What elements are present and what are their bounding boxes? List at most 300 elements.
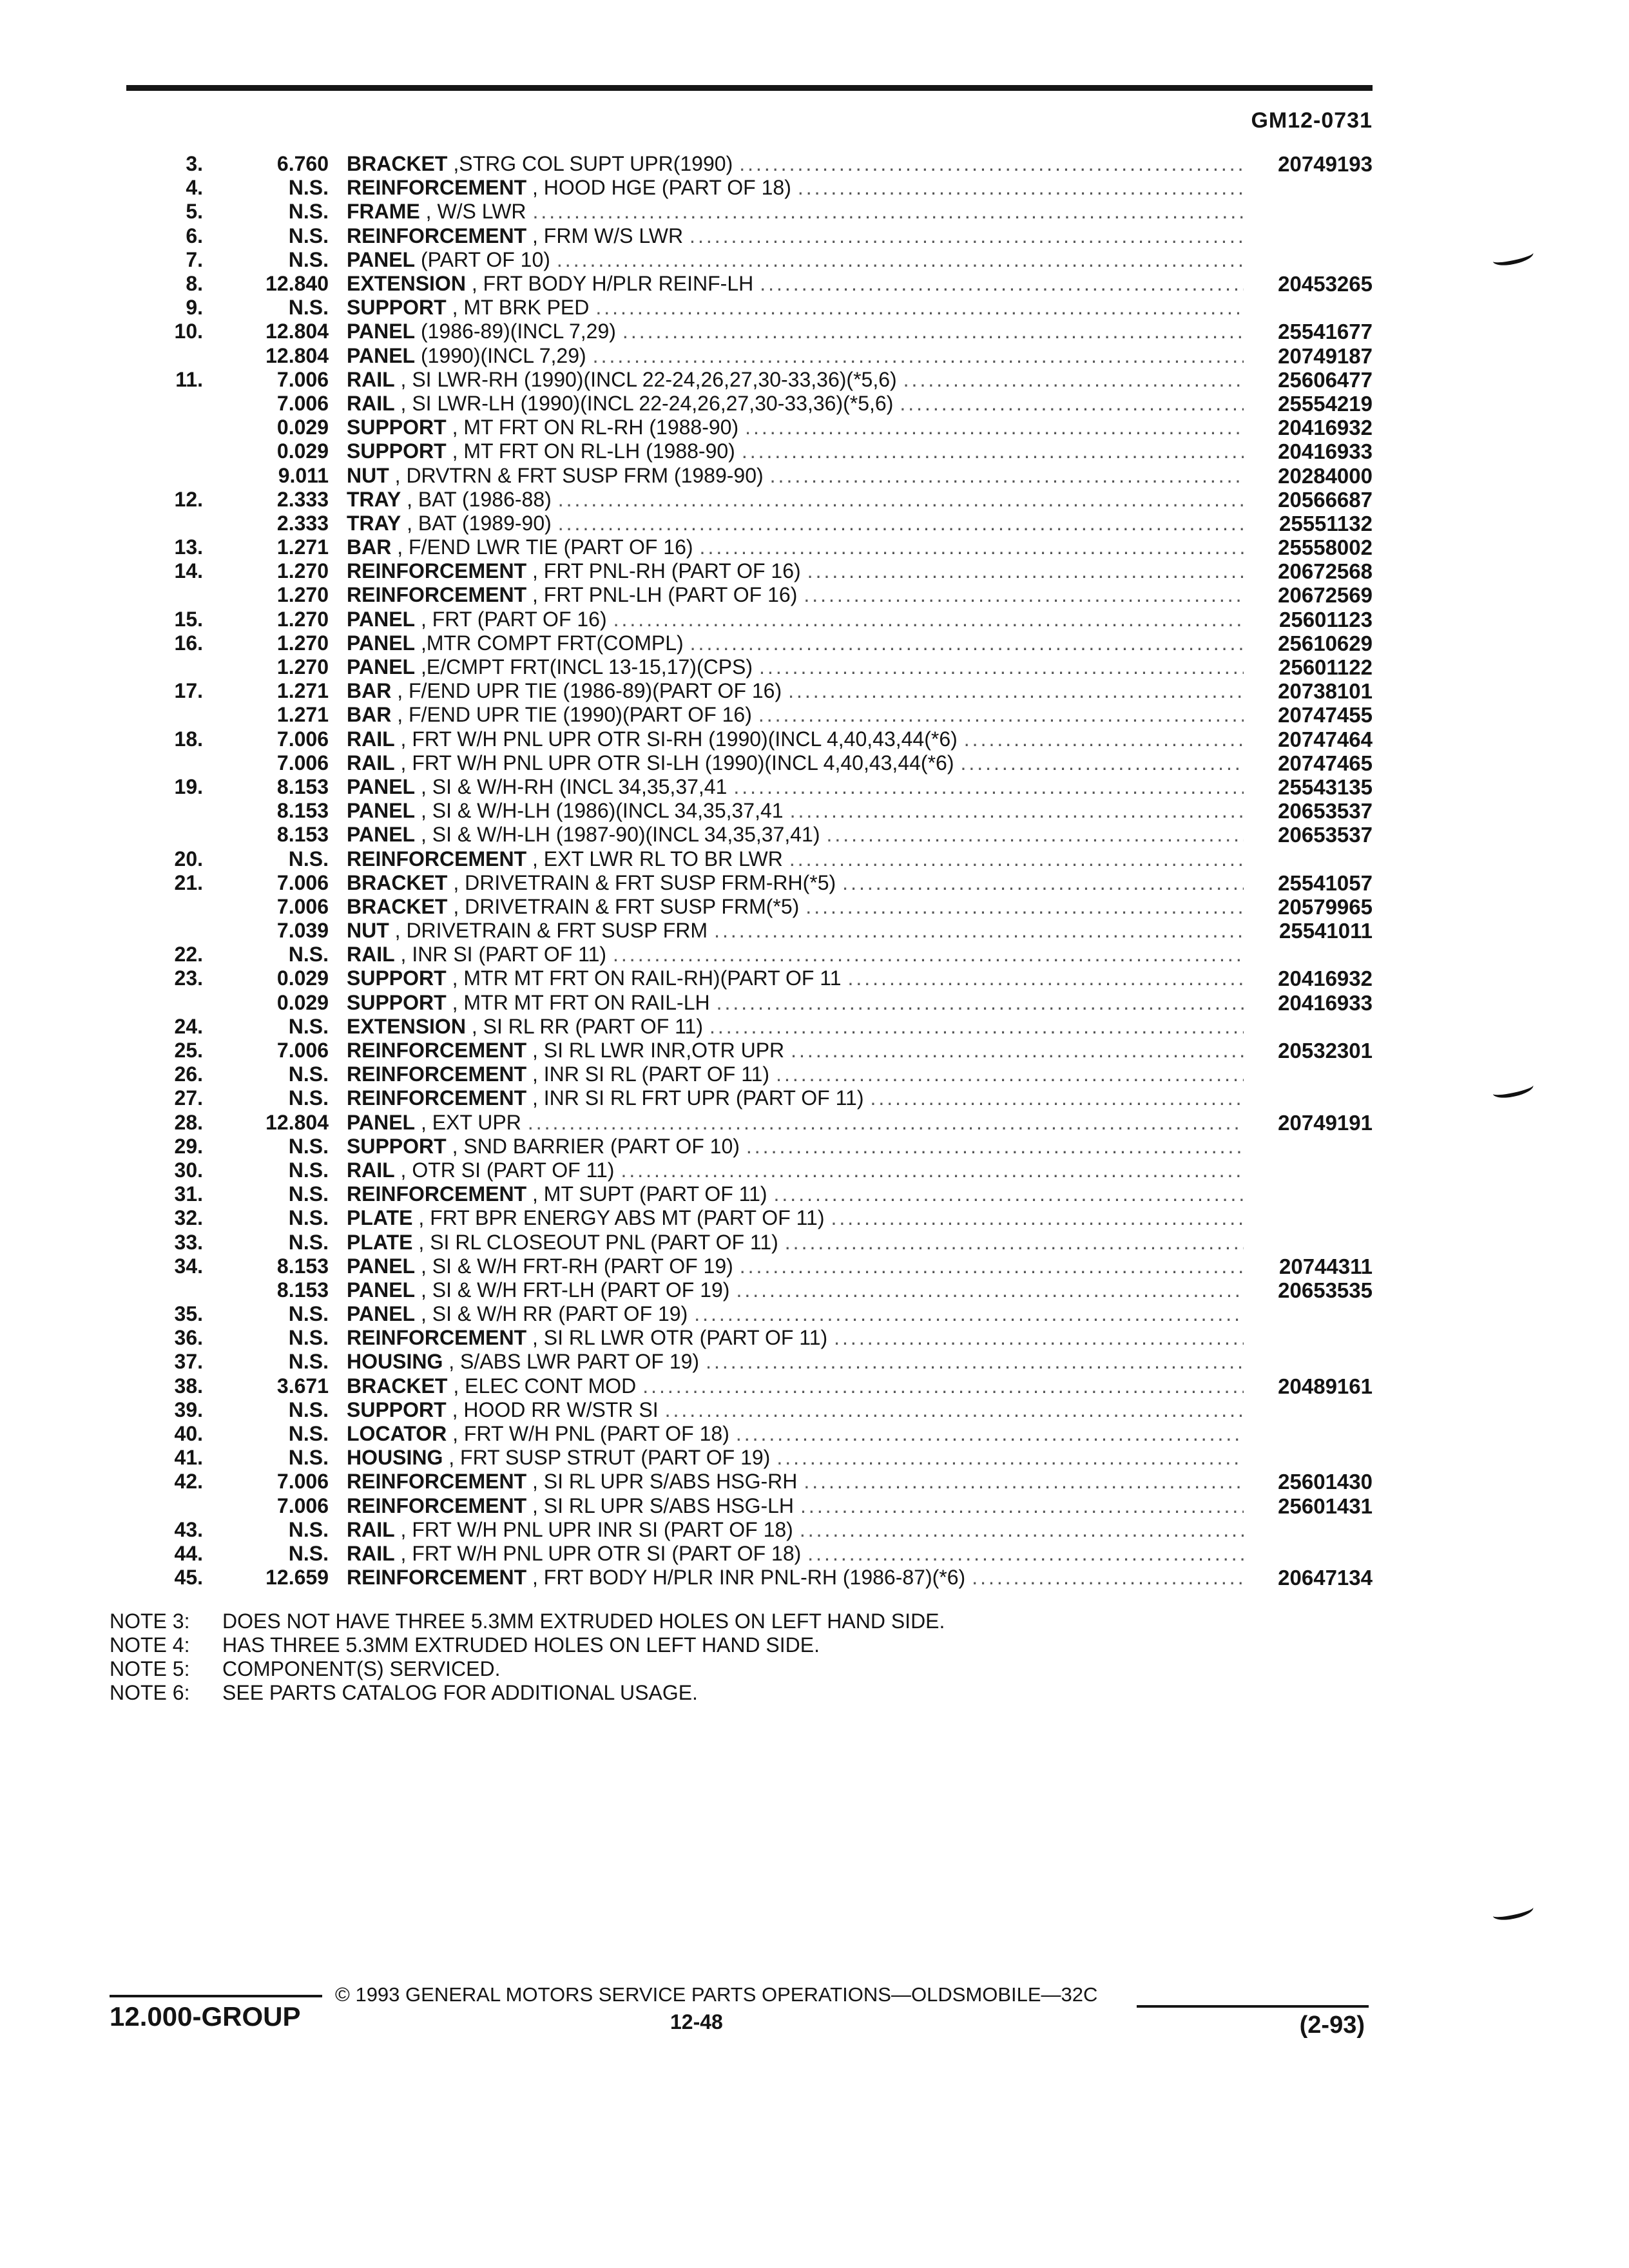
part-noun: REINFORCEMENT: [347, 847, 527, 870]
part-detail: , DRVTRN & FRT SUSP FRM (1989-90): [389, 463, 764, 487]
group-code: 1.270: [276, 607, 329, 631]
part-noun: PANEL: [347, 1278, 416, 1302]
part-number: 20489161: [1278, 1374, 1373, 1398]
group-code: 0.029: [276, 416, 329, 439]
part-detail: , INR SI RL (PART OF 11): [526, 1062, 770, 1086]
part-row: [110, 1039, 1373, 1062]
part-noun: SUPPORT: [347, 1398, 447, 1421]
part-row: [110, 1446, 1373, 1470]
part-detail: , SI & W/H-LH (1986)(INCL 34,35,37,41: [415, 799, 784, 823]
group-code: N.S.: [288, 1446, 329, 1470]
dot-leader: [790, 799, 1244, 823]
ref-number: 26.: [174, 1062, 203, 1086]
binder-hole-mark: [1491, 1079, 1534, 1101]
part-row: [110, 1062, 1373, 1086]
part-row: [110, 1326, 1373, 1350]
part-detail: (PART OF 10): [415, 247, 550, 271]
dot-leader: [758, 703, 1244, 727]
part-row: [110, 799, 1373, 823]
part-row: [110, 1158, 1373, 1182]
dot-leader: [831, 1206, 1244, 1230]
part-noun: SUPPORT: [347, 1134, 447, 1158]
part-detail: , FRT BODY H/PLR INR PNL-RH (1986-87)(*6): [526, 1566, 966, 1590]
part-description: [347, 1422, 1250, 1446]
part-row: [110, 823, 1373, 847]
ref-number: 4.: [186, 176, 203, 200]
part-description: [347, 679, 1250, 703]
part-row: [110, 1182, 1373, 1206]
part-row: [110, 1422, 1373, 1446]
part-detail: , SND BARRIER (PART OF 10): [446, 1134, 740, 1158]
group-code: 1.270: [276, 559, 329, 583]
part-noun: PANEL: [347, 247, 416, 271]
dot-leader: [746, 1135, 1244, 1158]
part-detail: , SI LWR-LH (1990)(INCL 22-24,26,27,30-33,36)(*5,6): [394, 391, 894, 415]
part-detail: , FRT W/H PNL UPR OTR SI-LH (1990)(INCL 4,40,43,44(*6): [394, 751, 954, 774]
part-number: 20747464: [1278, 727, 1373, 751]
part-row: [110, 176, 1373, 200]
dot-leader: [791, 1039, 1244, 1062]
part-noun: SUPPORT: [347, 439, 447, 463]
part-noun: PANEL: [347, 320, 416, 343]
part-description: [347, 1566, 1250, 1590]
group-code: 1.271: [276, 679, 329, 703]
dot-leader: [736, 1278, 1244, 1302]
footer-date: (2-93): [1299, 2012, 1365, 2039]
group-code: 2.333: [276, 511, 329, 535]
part-detail: , HOOD HGE (PART OF 18): [526, 176, 791, 200]
part-detail: , FRT (PART OF 16): [415, 607, 607, 631]
part-noun: RAIL: [347, 391, 395, 415]
dot-leader: [972, 1566, 1244, 1590]
part-number: 25541057: [1278, 870, 1373, 895]
dot-leader: [740, 1254, 1244, 1278]
part-detail: , FRM W/S LWR: [526, 224, 684, 247]
dot-leader: [557, 248, 1244, 272]
part-detail: , W/S LWR: [419, 200, 526, 224]
notes-section: [110, 1610, 945, 1705]
dot-leader: [834, 1326, 1244, 1350]
note-label: NOTE 4:: [110, 1633, 190, 1657]
part-number: 20672568: [1278, 559, 1373, 584]
part-description: [347, 1542, 1250, 1566]
group-code: N.S.: [288, 1014, 329, 1038]
note-label: NOTE 6:: [110, 1681, 190, 1704]
dot-leader: [805, 895, 1244, 919]
part-description: [347, 1231, 1250, 1254]
part-noun: PANEL: [347, 607, 416, 631]
part-description: [347, 439, 1250, 463]
part-number: 20453265: [1278, 272, 1373, 296]
note-label: NOTE 3:: [110, 1610, 190, 1633]
part-description: [347, 1398, 1250, 1422]
part-description: [347, 1182, 1250, 1206]
ref-number: 10.: [174, 320, 203, 343]
note-label: NOTE 5:: [110, 1657, 190, 1680]
group-code: N.S.: [288, 1517, 329, 1541]
part-description: [347, 895, 1250, 919]
part-detail: ,MTR COMPT FRT(COMPL): [415, 631, 684, 655]
part-row: [110, 416, 1373, 439]
part-noun: TRAY: [347, 487, 401, 511]
part-row: [110, 463, 1373, 487]
part-noun: RAIL: [347, 1517, 395, 1541]
group-code: N.S.: [288, 247, 329, 271]
part-number: 20749191: [1278, 1110, 1373, 1135]
part-description: [347, 966, 1250, 990]
part-description: [347, 751, 1250, 775]
group-code: N.S.: [288, 943, 329, 966]
ref-number: 32.: [174, 1206, 203, 1230]
group-code: 8.153: [276, 1254, 329, 1278]
part-number: 20647134: [1278, 1566, 1373, 1590]
binder-hole-mark: [1491, 1901, 1534, 1923]
dot-leader: [807, 1542, 1244, 1566]
dot-leader: [760, 272, 1244, 296]
dot-leader: [558, 512, 1244, 535]
ref-number: 42.: [174, 1470, 203, 1494]
part-row: [110, 559, 1373, 583]
dot-leader: [960, 751, 1244, 775]
ref-number: 20.: [174, 847, 203, 870]
part-noun: RAIL: [347, 1158, 395, 1182]
group-code: 6.760: [276, 152, 329, 176]
part-row: [110, 1302, 1373, 1326]
note-text: DOES NOT HAVE THREE 5.3MM EXTRUDED HOLES ON LEFT HAND SIDE.: [222, 1610, 945, 1633]
ref-number: 23.: [174, 966, 203, 990]
dot-leader: [665, 1398, 1244, 1422]
part-description: [347, 152, 1250, 176]
part-noun: BRACKET: [347, 152, 448, 176]
part-row: [110, 991, 1373, 1015]
part-noun: PANEL: [347, 799, 416, 823]
ref-number: 7.: [186, 247, 203, 271]
ref-number: 5.: [186, 200, 203, 224]
dot-leader: [826, 823, 1244, 847]
part-noun: REINFORCEMENT: [347, 1470, 527, 1494]
group-code: 0.029: [276, 439, 329, 463]
part-noun: PLATE: [347, 1206, 413, 1230]
ref-number: 19.: [174, 774, 203, 798]
part-description: [347, 631, 1250, 655]
part-detail: , SI RL CLOSEOUT PNL (PART OF 11): [412, 1230, 778, 1254]
dot-leader: [694, 1302, 1244, 1326]
part-detail: ,E/CMPT FRT(INCL 13-15,17)(CPS): [415, 655, 753, 679]
part-noun: BAR: [347, 679, 392, 703]
ref-number: 36.: [174, 1326, 203, 1350]
part-row: [110, 296, 1373, 320]
ref-number: 43.: [174, 1517, 203, 1541]
ref-number: 38.: [174, 1374, 203, 1398]
part-row: [110, 703, 1373, 727]
part-noun: RAIL: [347, 943, 395, 966]
ref-number: 3.: [186, 152, 203, 176]
part-row: [110, 439, 1373, 463]
group-code: N.S.: [288, 847, 329, 870]
part-number: 25601431: [1278, 1494, 1373, 1518]
part-number: 25610629: [1278, 631, 1373, 655]
part-number: 20284000: [1278, 463, 1373, 488]
part-number: 20747465: [1278, 751, 1373, 775]
part-number: 25554219: [1278, 391, 1373, 416]
part-row: [110, 1015, 1373, 1039]
note-text: HAS THREE 5.3MM EXTRUDED HOLES ON LEFT HAND SIDE.: [222, 1633, 820, 1657]
part-detail: , FRT W/H PNL (PART OF 18): [447, 1422, 729, 1446]
dot-leader: [807, 559, 1244, 583]
part-row: [110, 1254, 1373, 1278]
part-number: 20653535: [1278, 1278, 1373, 1302]
part-detail: , MT FRT ON RL-LH (1988-90): [446, 439, 735, 463]
part-noun: PLATE: [347, 1230, 413, 1254]
part-number: 25541677: [1278, 320, 1373, 344]
part-description: [347, 1518, 1250, 1542]
part-detail: , SI RL LWR INR,OTR UPR: [526, 1039, 785, 1062]
part-description: [347, 1015, 1250, 1039]
part-description: [347, 1111, 1250, 1135]
part-noun: BRACKET: [347, 894, 448, 918]
part-description: [347, 1206, 1250, 1230]
part-row: [110, 1111, 1373, 1135]
part-noun: RAIL: [347, 751, 395, 774]
group-code: 7.006: [276, 1039, 329, 1062]
ref-number: 33.: [174, 1230, 203, 1254]
part-row: [110, 919, 1373, 943]
part-description: [347, 535, 1250, 559]
part-number: 20653537: [1278, 799, 1373, 823]
group-code: N.S.: [288, 1158, 329, 1182]
part-detail: , SI & W/H-RH (INCL 34,35,37,41: [415, 774, 728, 798]
ref-number: 31.: [174, 1182, 203, 1206]
footer-group: 12.000-GROUP: [110, 2001, 301, 2032]
part-detail: , SI RL LWR OTR (PART OF 11): [526, 1326, 828, 1350]
part-number: 20532301: [1278, 1039, 1373, 1063]
note-text: COMPONENT(S) SERVICED.: [222, 1657, 501, 1680]
part-number: 20749187: [1278, 343, 1373, 368]
part-noun: BAR: [347, 535, 392, 559]
part-description: [347, 608, 1250, 631]
binder-hole-mark: [1491, 246, 1534, 269]
part-number: 25601122: [1278, 655, 1373, 680]
part-row: [110, 943, 1373, 966]
ref-number: 41.: [174, 1446, 203, 1470]
part-row: [110, 966, 1373, 990]
part-detail: , SI RL UPR S/ABS HSG-RH: [526, 1470, 798, 1494]
part-detail: , F/END UPR TIE (1990)(PART OF 16): [391, 703, 752, 727]
part-description: [347, 1470, 1250, 1494]
ref-number: 45.: [174, 1566, 203, 1590]
note-line: [110, 1681, 945, 1705]
part-row: [110, 1518, 1373, 1542]
part-description: [347, 1446, 1250, 1470]
part-description: [347, 1278, 1250, 1302]
part-detail: , MT BRK PED: [446, 296, 590, 320]
part-detail: ,STRG COL SUPT UPR(1990): [447, 152, 733, 176]
part-row: [110, 1206, 1373, 1230]
part-description: [347, 1086, 1250, 1110]
dot-leader: [800, 1518, 1244, 1542]
part-description: [347, 1350, 1250, 1374]
dot-leader: [736, 1422, 1244, 1446]
group-code: 7.006: [276, 391, 329, 415]
dot-leader: [804, 1470, 1244, 1494]
ref-number: 15.: [174, 607, 203, 631]
part-row: [110, 679, 1373, 703]
part-row: [110, 200, 1373, 224]
ref-number: 40.: [174, 1422, 203, 1446]
footer-rule-left: [110, 1995, 322, 1997]
part-noun: REINFORCEMENT: [347, 559, 527, 583]
note-line: [110, 1657, 945, 1681]
footer-rule-right: [1137, 2005, 1369, 2008]
group-code: N.S.: [288, 1541, 329, 1565]
part-detail: , FRT PNL-LH (PART OF 16): [526, 583, 798, 607]
part-detail: , SI & W/H-LH (1987-90)(INCL 34,35,37,41): [415, 823, 820, 847]
part-row: [110, 1135, 1373, 1158]
group-code: 7.039: [276, 919, 329, 943]
part-description: [347, 943, 1250, 966]
part-noun: EXTENSION: [347, 1014, 466, 1038]
dot-leader: [776, 1062, 1244, 1086]
dot-leader: [733, 775, 1244, 799]
group-code: N.S.: [288, 1422, 329, 1446]
part-detail: , MT SUPT (PART OF 11): [526, 1182, 767, 1206]
ref-number: 44.: [174, 1541, 203, 1565]
dot-leader: [903, 368, 1244, 392]
dot-leader: [622, 320, 1244, 343]
dot-leader: [776, 1446, 1244, 1470]
dot-leader: [739, 152, 1244, 176]
part-detail: , OTR SI (PART OF 11): [394, 1158, 615, 1182]
ref-number: 25.: [174, 1039, 203, 1062]
part-description: [347, 416, 1250, 439]
part-detail: (1990)(INCL 7,29): [415, 343, 586, 367]
part-number: 25606477: [1278, 367, 1373, 392]
ref-number: 17.: [174, 679, 203, 703]
note-text: SEE PARTS CATALOG FOR ADDITIONAL USAGE.: [222, 1681, 698, 1704]
part-number: 25558002: [1278, 535, 1373, 560]
part-description: [347, 248, 1250, 272]
part-description: [347, 583, 1250, 607]
part-noun: HOUSING: [347, 1446, 443, 1470]
part-row: [110, 1542, 1373, 1566]
dot-leader: [964, 727, 1244, 751]
dot-leader: [528, 1111, 1244, 1135]
part-noun: NUT: [347, 919, 389, 943]
part-noun: SUPPORT: [347, 416, 447, 439]
ref-number: 24.: [174, 1014, 203, 1038]
part-detail: , DRIVETRAIN & FRT SUSP FRM-RH(*5): [447, 870, 836, 894]
part-row: [110, 608, 1373, 631]
part-row: [110, 1278, 1373, 1302]
part-number: 25551132: [1278, 511, 1373, 535]
part-description: [347, 1254, 1250, 1278]
part-noun: REINFORCEMENT: [347, 224, 527, 247]
group-code: 1.270: [276, 631, 329, 655]
group-code: 0.029: [276, 966, 329, 990]
part-detail: , FRT W/H PNL UPR INR SI (PART OF 18): [394, 1517, 793, 1541]
part-noun: REINFORCEMENT: [347, 1326, 527, 1350]
part-detail: , SI RL RR (PART OF 11): [465, 1014, 703, 1038]
part-detail: , MT FRT ON RL-RH (1988-90): [446, 416, 739, 439]
part-row: [110, 631, 1373, 655]
part-noun: REINFORCEMENT: [347, 583, 527, 607]
part-noun: FRAME: [347, 200, 420, 224]
part-description: [347, 727, 1250, 751]
part-detail: , S/ABS LWR PART OF 19): [443, 1350, 700, 1374]
group-code: 12.804: [265, 1110, 329, 1134]
part-number: 25601430: [1278, 1470, 1373, 1494]
part-detail: , SI & W/H FRT-LH (PART OF 19): [415, 1278, 730, 1302]
part-description: [347, 799, 1250, 823]
part-description: [347, 1302, 1250, 1326]
part-detail: , F/END LWR TIE (PART OF 16): [391, 535, 693, 559]
part-row: [110, 344, 1373, 368]
dot-leader: [642, 1374, 1244, 1398]
dot-leader: [785, 1231, 1244, 1254]
group-code: 7.006: [276, 1470, 329, 1494]
part-description: [347, 847, 1250, 871]
part-noun: REINFORCEMENT: [347, 176, 527, 200]
part-description: [347, 392, 1250, 416]
dot-leader: [798, 176, 1244, 200]
part-description: [347, 703, 1250, 727]
ref-number: 8.: [186, 272, 203, 296]
ref-number: 9.: [186, 296, 203, 320]
part-row: [110, 392, 1373, 416]
part-detail: , HOOD RR W/STR SI: [446, 1398, 659, 1421]
group-code: N.S.: [288, 200, 329, 224]
part-number: 20566687: [1278, 487, 1373, 512]
part-description: [347, 871, 1250, 895]
part-description: [347, 1158, 1250, 1182]
part-noun: PANEL: [347, 343, 416, 367]
part-description: [347, 919, 1250, 943]
part-detail: , INR SI (PART OF 11): [394, 943, 607, 966]
ref-number: 37.: [174, 1350, 203, 1374]
dot-leader: [700, 535, 1244, 559]
part-noun: LOCATOR: [347, 1422, 447, 1446]
part-detail: , EXT UPR: [415, 1110, 521, 1134]
part-detail: , ELEC CONT MOD: [447, 1374, 637, 1398]
part-noun: BRACKET: [347, 1374, 448, 1398]
group-code: 9.011: [278, 463, 329, 487]
part-description: [347, 344, 1250, 368]
dot-leader: [714, 919, 1244, 943]
part-detail: , FRT W/H PNL UPR OTR SI-RH (1990)(INCL 4,40,43,44(*6): [394, 727, 958, 751]
group-code: 1.271: [276, 703, 329, 727]
dot-leader: [689, 224, 1244, 248]
dot-leader: [745, 416, 1244, 439]
group-code: N.S.: [288, 1062, 329, 1086]
part-description: [347, 1039, 1250, 1062]
ref-number: 21.: [174, 870, 203, 894]
dot-leader: [613, 608, 1244, 631]
part-noun: PANEL: [347, 823, 416, 847]
part-noun: SUPPORT: [347, 990, 447, 1014]
group-code: N.S.: [288, 1206, 329, 1230]
dot-leader: [595, 296, 1244, 320]
group-code: 7.006: [276, 1494, 329, 1517]
part-detail: , EXT LWR RL TO BR LWR: [526, 847, 783, 870]
part-noun: PANEL: [347, 1110, 416, 1134]
ref-number: 13.: [174, 535, 203, 559]
part-row: [110, 583, 1373, 607]
part-noun: PANEL: [347, 1302, 416, 1326]
group-code: 1.270: [276, 583, 329, 607]
part-description: [347, 1326, 1250, 1350]
part-number: 20416932: [1278, 966, 1373, 991]
group-code: N.S.: [288, 224, 329, 247]
